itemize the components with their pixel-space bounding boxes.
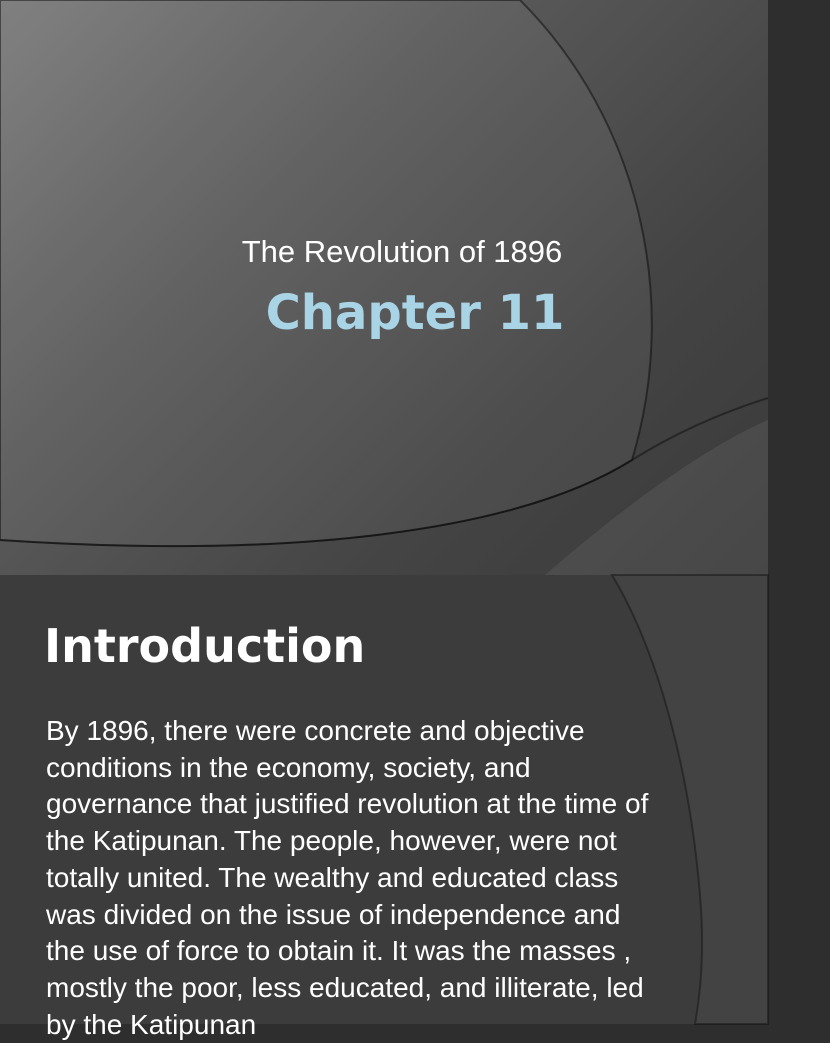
slide-title: Chapter 11 <box>265 285 565 341</box>
curved-panel-shape <box>0 0 652 546</box>
slide-subtitle: The Revolution of 1896 <box>241 234 563 269</box>
content-slide <box>0 575 768 1040</box>
slide-body-text: By 1896, there were concrete and objective conditions in the economy, society, and governance that justified revolution at the time of the Katipunan. The people, however, were not totally united. The wealthy and educated class was divided on the issue of independence and the use of force to obtain it. It was the masses , mostly the poor, less educated, and illiterate, led by the Katipunan <box>46 715 649 1040</box>
slide-heading: Introduction <box>44 619 366 673</box>
